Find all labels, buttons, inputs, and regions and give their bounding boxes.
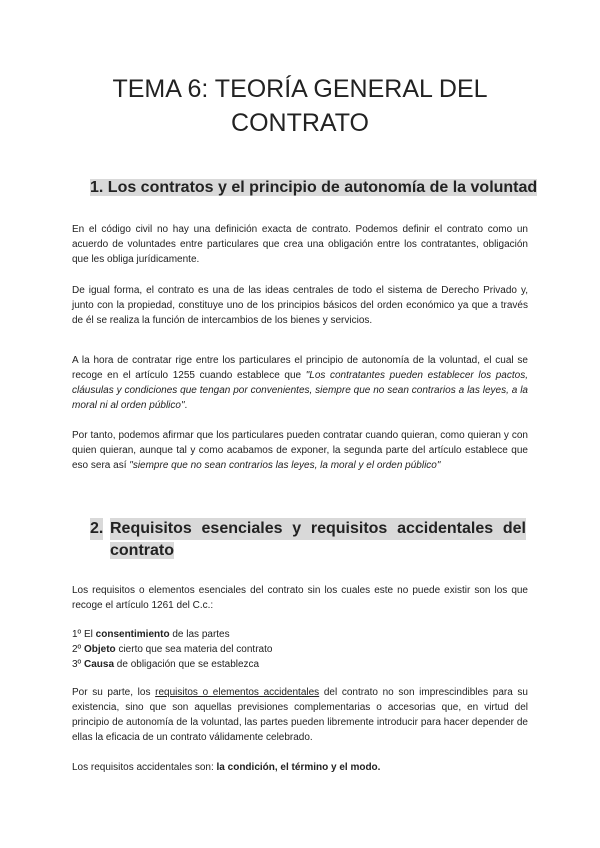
essential-requirements-list [72,627,528,672]
bold-terms: la condición, el término y el modo. [216,762,381,773]
list-item: 1º El consentimiento de las partes [72,629,230,640]
heading-word: accidentales [397,520,494,537]
article-1255-quote: "Los contratantes pueden establecer los pactos, cláusulas y condiciones que tengan por convenientes, siempre que no sean contrarios a las leyes, a la moral ni al orden público" [72,370,528,411]
list-item: 3º Causa de obligación que se establezca [72,659,260,670]
section-2-number: 2. [90,518,103,540]
title-line-2: CONTRATO [231,109,369,137]
heading-word: requisitos [310,520,388,537]
underlined-term: requisitos o elementos accidentales [155,687,320,698]
paragraph-text: Los requisitos accidentales son: [72,762,217,773]
section-2-paragraph-2 [72,685,528,745]
section-1-paragraph-1: En el código civil no hay una definición exacta de contrato. Podemos definir el contrato como un acuerdo de voluntades entre particulares que crea una obligación entre los contratantes, obligación que les obliga jurídicamente. [72,224,528,265]
section-2-paragraph-3 [72,760,528,775]
section-2-heading-line-2: contrato [110,542,174,559]
section-1-paragraph-3 [72,353,528,413]
section-2-heading-line-1 [110,518,526,540]
section-1-paragraph-2: De igual forma, el contrato es una de las ideas centrales de todo el sistema de Derecho Privado y, junto con la propiedad, constituye uno de los principios básicos del orden económico ya que a través de él se realiza la función de intercambios de los bienes y servicios. [72,285,528,326]
paragraph-text: del contrato no son imprescindibles para su existencia, sino que son aquellas previsiones complementarias o accesorias que, en virtud del principio de autonomía de la voluntad, las partes pueden libremente introducir para hacer depender de ellas la eficacia de un contrato válidamente celebrado. [72,687,528,743]
section-2-paragraph-1: Los requisitos o elementos esenciales del contrato sin los cuales este no puede existir son los que recoge el artículo 1261 del C.c.: [72,585,528,611]
section-2-heading-text [90,518,526,562]
paragraph-text: Por su parte, los [72,687,156,698]
title-line-1: TEMA 6: TEORÍA GENERAL DEL [112,75,488,103]
paragraph-3-text: A la hora de contratar rige entre los particulares el principio de autonomía de la voluntad, el cual se recoge en el artículo 1255 cuando establece que [72,355,528,381]
heading-word: y [292,520,302,537]
paragraph-3-end: . [184,400,188,411]
heading-word: Requisitos [110,520,192,537]
page-title [60,72,540,140]
section-1-heading-text: 1. Los contratos y el principio de autonomía de la voluntad [90,179,538,196]
section-1-heading [90,177,538,199]
section-2-heading [90,518,526,562]
paragraph-4-text: Por tanto, podemos afirmar que los particulares pueden contratar cuando quieran, como quieran y con quien quieran, aunque tal y como acabamos de exponer, la segunda parte del artículo establece que eso sera así [72,430,528,471]
article-quote-2: "siempre que no sean contrarios las leyes, la moral y el orden público" [129,460,441,471]
section-1-paragraph-4 [72,428,528,473]
heading-word: esenciales [201,520,283,537]
list-item: 2º Objeto cierto que sea materia del contrato [72,644,273,655]
heading-word: del [502,520,526,537]
